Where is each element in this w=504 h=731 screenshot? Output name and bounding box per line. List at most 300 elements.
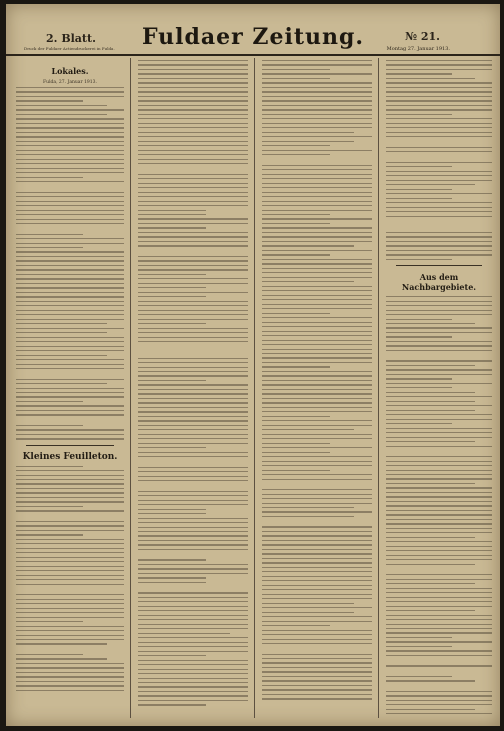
text-line (138, 341, 248, 342)
text-line (16, 163, 124, 164)
text-line (138, 118, 248, 119)
text-line (138, 236, 248, 237)
text-line (16, 114, 107, 115)
column-rule (254, 58, 255, 718)
masthead (6, 4, 500, 56)
text-line (386, 496, 492, 497)
text-line (262, 384, 372, 385)
text-line (386, 136, 492, 137)
text-line (138, 91, 248, 92)
text-line (262, 671, 372, 672)
text-line (16, 201, 124, 202)
text-line (262, 576, 372, 577)
text-line (16, 405, 124, 406)
text-line (16, 425, 83, 426)
text-line (16, 332, 107, 333)
text-line (386, 632, 492, 633)
text-line (386, 259, 452, 260)
text-line (262, 205, 372, 206)
text-line (386, 64, 492, 65)
text-line (262, 443, 330, 444)
text-line (386, 401, 475, 402)
text-line (262, 516, 354, 517)
text-line (138, 398, 248, 399)
text-line (386, 151, 492, 152)
text-line (262, 393, 372, 394)
text-line (262, 277, 372, 278)
text-line (138, 610, 248, 611)
text-line (16, 438, 124, 439)
text-line (262, 105, 372, 106)
text-line (138, 227, 206, 228)
text-line (262, 263, 372, 264)
text-line (16, 466, 83, 467)
text-line (262, 639, 372, 640)
text-line (16, 690, 124, 691)
text-line (138, 420, 248, 421)
text-line (138, 535, 248, 536)
text-line (262, 326, 372, 327)
text-line (138, 425, 248, 426)
text-line (16, 626, 124, 627)
text-line (16, 274, 124, 275)
text-line (262, 241, 372, 242)
text-line (138, 292, 248, 293)
text-line (138, 655, 206, 656)
text-line (386, 350, 492, 351)
text-line (138, 402, 248, 403)
text-line (262, 227, 372, 228)
text-line (138, 673, 248, 674)
text-line (386, 456, 492, 457)
text-line (16, 530, 124, 531)
text-line (386, 166, 452, 167)
text-line (16, 534, 83, 535)
text-line (138, 367, 248, 368)
column-1 (16, 60, 124, 714)
text-line (16, 635, 124, 636)
text-line (138, 491, 248, 492)
text-line (386, 523, 492, 524)
text-line (386, 245, 492, 246)
text-line (16, 594, 124, 595)
text-line (16, 283, 124, 284)
text-line (386, 314, 492, 315)
text-line (262, 290, 372, 291)
text-line (138, 669, 248, 670)
text-line (138, 637, 248, 638)
text-line (138, 241, 248, 242)
text-line (16, 579, 124, 580)
text-line (262, 187, 372, 188)
text-line (262, 254, 330, 255)
text-line (386, 546, 492, 547)
text-line (138, 691, 248, 692)
text-line (138, 615, 248, 616)
text-line (262, 580, 372, 581)
text-line (386, 550, 492, 551)
text-line (16, 177, 83, 178)
text-line (386, 559, 492, 560)
column-rule (130, 58, 131, 718)
text-line (138, 540, 248, 541)
text-line (386, 202, 492, 203)
text-line (138, 592, 248, 593)
text-line (16, 612, 124, 613)
text-line (386, 419, 492, 420)
text-line (138, 568, 248, 569)
text-line (262, 498, 372, 499)
text-line (386, 483, 475, 484)
text-line (262, 452, 330, 453)
article-text (386, 60, 492, 260)
text-line (138, 232, 248, 233)
text-line (16, 91, 124, 92)
text-line (386, 171, 492, 172)
text-line (138, 136, 248, 137)
text-line (262, 625, 330, 626)
text-line (138, 178, 248, 179)
text-line (386, 405, 492, 406)
text-line (138, 256, 248, 257)
text-line (386, 432, 492, 433)
text-line (386, 211, 492, 212)
text-line (386, 606, 492, 607)
text-line (138, 218, 248, 219)
text-line (262, 558, 372, 559)
text-line (262, 82, 372, 83)
text-line (386, 123, 492, 124)
text-line (262, 371, 372, 372)
text-line (386, 528, 492, 529)
text-line (16, 681, 124, 682)
text-line (262, 91, 372, 92)
text-line (138, 582, 206, 583)
text-line (386, 487, 492, 488)
text-line (262, 340, 372, 341)
text-line (138, 456, 248, 457)
sheet-label: 2. Blatt. (46, 32, 96, 45)
text-line (138, 141, 248, 142)
text-line (386, 700, 492, 701)
text-line (386, 369, 492, 370)
text-line (16, 96, 124, 97)
text-line (16, 410, 124, 411)
text-line (138, 642, 248, 643)
text-line (138, 301, 248, 302)
text-line (262, 634, 372, 635)
text-line (262, 616, 372, 617)
text-line (262, 218, 372, 219)
text-line (138, 686, 248, 687)
text-line (138, 159, 248, 160)
text-line (262, 268, 372, 269)
text-line (386, 100, 492, 101)
text-line (16, 630, 124, 631)
imprint-line: Druck der Fuldaer Actiendruckerei in Fulda. (24, 46, 115, 51)
text-line (16, 219, 124, 220)
text-line (386, 641, 492, 642)
text-line (16, 488, 124, 489)
text-line (386, 296, 492, 297)
text-line (386, 96, 492, 97)
text-line (386, 73, 452, 74)
text-line (386, 410, 475, 411)
text-line (138, 518, 248, 519)
text-line (262, 236, 372, 237)
text-line (386, 162, 492, 163)
text-line (386, 184, 475, 185)
text-line (262, 589, 372, 590)
text-line (262, 425, 372, 426)
text-line (386, 254, 492, 255)
text-line (138, 183, 248, 184)
issue-date: Montag 27. Januar 1913. (386, 46, 450, 52)
text-line (386, 583, 475, 584)
text-line (16, 145, 124, 146)
text-line (16, 118, 124, 119)
text-line (16, 172, 124, 173)
text-line (16, 608, 124, 609)
text-line (386, 446, 492, 447)
text-line (138, 513, 206, 514)
text-line (386, 646, 452, 647)
text-line (386, 709, 475, 710)
text-line (16, 127, 124, 128)
text-line (16, 154, 124, 155)
text-line (138, 573, 248, 574)
text-line (16, 159, 124, 160)
text-line (138, 127, 248, 128)
text-line (386, 505, 492, 506)
text-line (16, 109, 124, 110)
text-line (138, 375, 248, 376)
text-line (138, 434, 248, 435)
text-line (16, 305, 124, 306)
text-line (16, 278, 124, 279)
text-line (138, 664, 248, 665)
text-line (262, 366, 330, 367)
text-line (16, 314, 124, 315)
section-heading-nachbargebiete: Aus dem Nachbargebiete. (401, 272, 477, 293)
text-line (386, 147, 492, 148)
text-line (386, 216, 492, 217)
text-line (386, 428, 492, 429)
text-line (386, 114, 452, 115)
text-line (138, 210, 206, 211)
text-line (386, 207, 492, 208)
text-line (138, 646, 248, 647)
text-line (16, 584, 124, 585)
text-line (138, 314, 248, 315)
text-line (262, 344, 372, 345)
text-line (386, 310, 492, 311)
text-line (386, 175, 492, 176)
text-line (262, 470, 330, 471)
text-line (138, 695, 248, 696)
text-line (16, 392, 124, 393)
text-line (386, 537, 475, 538)
text-line (262, 183, 372, 184)
text-line (16, 429, 124, 430)
text-line (262, 73, 372, 74)
text-line (16, 323, 107, 324)
text-line (138, 678, 248, 679)
text-line (262, 429, 354, 430)
text-line (262, 494, 372, 495)
text-line (262, 64, 372, 65)
text-line (138, 174, 248, 175)
text-line (262, 438, 372, 439)
text-line (16, 210, 124, 211)
text-line (262, 474, 372, 475)
text-line (262, 169, 372, 170)
text-line (16, 234, 83, 235)
text-line (262, 685, 372, 686)
text-line (262, 245, 354, 246)
text-line (262, 87, 372, 88)
text-line (386, 387, 452, 388)
text-line (138, 633, 230, 634)
text-line (386, 396, 492, 397)
text-line (386, 360, 492, 361)
text-line (138, 114, 248, 115)
text-line (16, 658, 107, 659)
text-line (16, 667, 124, 668)
text-line (138, 549, 248, 550)
text-line (16, 396, 124, 397)
dateline: Fulda, 27. Januar 1913. (43, 80, 97, 85)
text-line (138, 624, 248, 625)
text-line (262, 507, 354, 508)
text-line (262, 621, 372, 622)
text-line (262, 694, 372, 695)
text-line (262, 689, 372, 690)
text-line (386, 695, 492, 696)
text-line (386, 465, 492, 466)
text-line (386, 241, 492, 242)
text-line (262, 667, 372, 668)
text-line (16, 196, 124, 197)
text-line (138, 328, 248, 329)
divider (26, 445, 114, 446)
text-line (262, 145, 330, 146)
text-line (386, 588, 492, 589)
text-line (138, 660, 248, 661)
text-line (386, 193, 492, 194)
text-line (262, 585, 372, 586)
text-line (16, 506, 83, 507)
text-line (262, 317, 372, 318)
text-line (16, 561, 124, 562)
text-line (16, 401, 83, 402)
text-line (16, 575, 124, 576)
text-line (262, 612, 354, 613)
text-line (386, 60, 492, 61)
text-line (138, 447, 206, 448)
text-line (262, 654, 372, 655)
text-line (16, 136, 124, 137)
text-line (138, 310, 248, 311)
column-4 (386, 60, 492, 714)
text-line (138, 606, 248, 607)
text-line (386, 665, 492, 666)
text-line (386, 574, 492, 575)
text-line (386, 69, 492, 70)
text-line (262, 281, 354, 282)
text-line (262, 196, 372, 197)
text-line (138, 305, 248, 306)
text-line (262, 132, 354, 133)
text-line (386, 198, 452, 199)
text-line (262, 562, 372, 563)
text-line (138, 384, 248, 385)
text-line (16, 621, 83, 622)
text-line (138, 87, 248, 88)
text-line (16, 123, 124, 124)
text-line (138, 274, 206, 275)
text-line (262, 553, 372, 554)
text-line (138, 504, 248, 505)
text-line (16, 479, 124, 480)
text-line (138, 123, 248, 124)
text-line (262, 210, 372, 211)
text-line (262, 127, 372, 128)
article-text (16, 466, 124, 691)
text-line (386, 650, 492, 651)
text-line (16, 525, 124, 526)
text-line (138, 522, 248, 523)
text-line (138, 265, 248, 266)
text-line (138, 371, 248, 372)
text-line (138, 69, 248, 70)
newspaper-page (6, 4, 500, 726)
text-line (16, 383, 107, 384)
column-rule (378, 58, 379, 718)
text-line (16, 181, 124, 182)
text-line (262, 272, 372, 273)
text-line (16, 346, 124, 347)
text-line (386, 423, 452, 424)
text-line (262, 630, 372, 631)
text-line (16, 100, 83, 101)
text-line (16, 570, 124, 571)
text-line (386, 637, 452, 638)
text-line (16, 368, 124, 369)
text-line (138, 319, 248, 320)
text-line (138, 601, 248, 602)
text-line (262, 544, 372, 545)
text-line (16, 492, 124, 493)
text-line (138, 416, 248, 417)
text-line (262, 165, 372, 166)
text-line (262, 118, 372, 119)
text-line (262, 331, 372, 332)
text-line (138, 214, 206, 215)
text-line (138, 682, 248, 683)
text-line (16, 141, 124, 142)
section-heading-lokales: Lokales. (51, 66, 89, 76)
text-line (386, 91, 492, 92)
text-line (386, 564, 475, 565)
text-line (386, 250, 492, 251)
text-line (16, 672, 124, 673)
text-line (262, 192, 372, 193)
text-line (16, 603, 124, 604)
text-line (386, 319, 452, 320)
text-line (386, 109, 492, 110)
text-line (262, 69, 330, 70)
